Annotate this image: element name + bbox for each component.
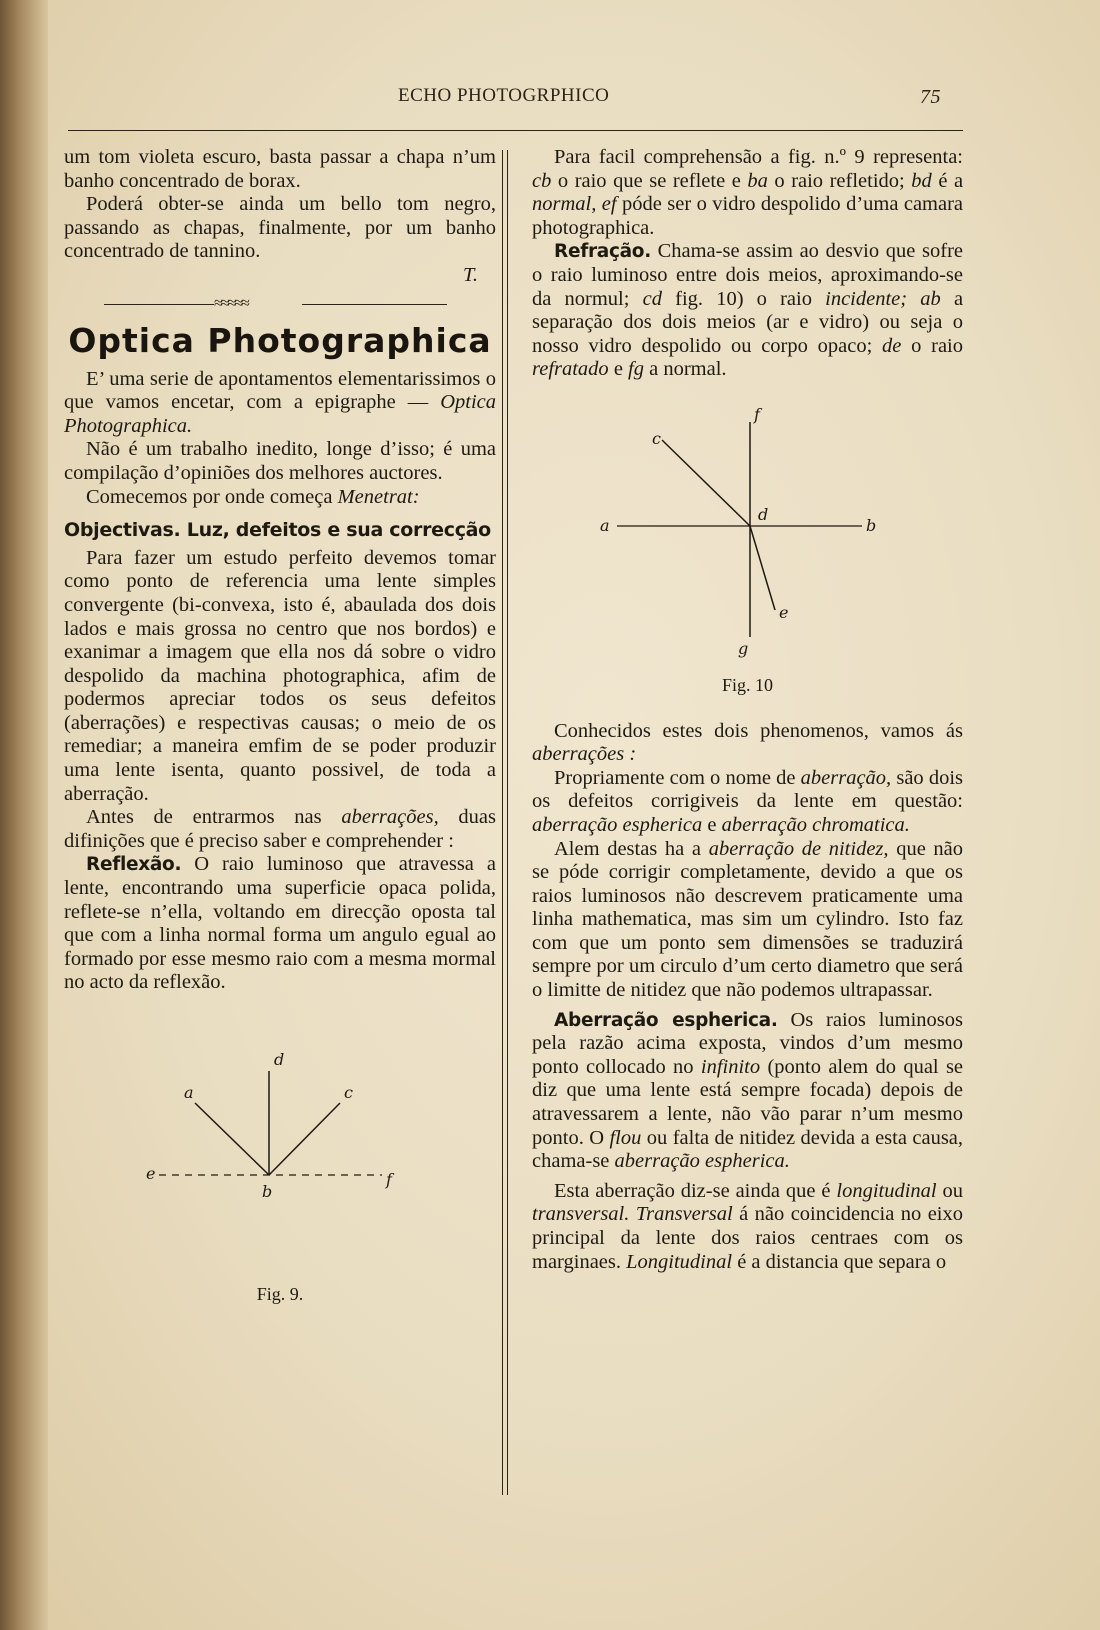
figure-9-reflection-diagram — [64, 1013, 496, 1307]
journal-title: ECHO PHOTOGRPHICO — [398, 85, 610, 106]
fig10-svg — [532, 392, 963, 682]
fig10-label-g: g — [738, 638, 749, 658]
paragraph: Conhecidos estes dois phenomenos, vamos ás aberrações : — [532, 719, 963, 766]
paragraph: Refração. Chama-se assim ao desvio que sofre o raio luminoso entre dois meios, aproximando-se da normul; cd fig. 10) o raio incidente; ab a separação dos dois meios (ar e vidro) ou seja o nosso vidro despolido ou corpo opaco; de o raio refratado e fg a normal. — [532, 240, 964, 381]
fig10-label-d: d — [758, 504, 769, 524]
paragraph: Não é um trabalho inedito, longe d’isso; é uma compilação d’opiniões dos melhores auctores. — [64, 438, 496, 484]
right-column — [532, 146, 963, 1274]
page-spine-shadow — [0, 0, 48, 1630]
paragraph: um tom violeta escuro, basta passar a chapa n’um banho concentrado de borax. — [64, 146, 496, 192]
subsection-heading: Objectivas. Luz, defeitos e sua correcção — [64, 519, 491, 542]
fig10-label-c: c — [652, 428, 661, 448]
fig9-label-b: b — [262, 1182, 273, 1201]
running-header — [70, 82, 960, 112]
figure-caption: Fig. 9. — [256, 1284, 304, 1304]
fig9-svg — [64, 1013, 496, 1213]
paragraph: Para facil comprehensão a fig. n.º 9 representa: cb o raio que se reflete e ba o raio refletido; bd é a normal, ef póde ser o vidro despolido d’uma camara photographica. — [532, 146, 964, 239]
fig9-label-f: f — [386, 1170, 392, 1189]
figure-10-refraction-diagram — [532, 392, 963, 698]
author-signature: T. — [462, 263, 478, 286]
paragraph: Aberração espherica. Os raios luminosos pela razão acima exposta, vindos d’um mesmo ponto collocado no infinito (ponto alem do qual se diz que uma lente está sempre focada) depois de atravessarem a lente, não vão parar n’um mesmo ponto. O flou ou falta de nitidez devida a esta causa, chama-se aberração espherica. — [532, 1008, 964, 1173]
paragraph: Comecemos por onde começa Menetrat: — [86, 485, 420, 508]
fig10-incident-ray — [662, 440, 750, 526]
fig9-label-e: e — [146, 1164, 156, 1183]
left-column — [64, 146, 496, 1307]
fig10-label-b: b — [866, 515, 877, 535]
paragraph: Alem destas ha a aberração de nitidez, que não se póde corrigir completamente, devido a que os raios luminosos não descrevem praticamente uma linha mathematica, mas sim um cylindro. Isto faz com que um ponto sem dimensões se traduzirá sempre por um circulo d’um certo diametro que será o limitte de nitidez que não podemos ultrapassar. — [532, 837, 964, 1002]
column-divider-right — [507, 150, 508, 1495]
paragraph: Propriamente com o nome de aberração, são dois os defeitos corrigiveis da lente em questão: aberração espherica e aberração chromatica. — [532, 766, 963, 836]
paragraph: Antes de entrarmos nas aberrações, duas difinições que é preciso saber e comprehender : — [64, 806, 496, 852]
fig9-label-d: d — [274, 1050, 285, 1069]
fig10-refracted-ray — [750, 526, 775, 610]
fig9-incident-ray — [195, 1103, 269, 1175]
header-rule — [68, 130, 963, 131]
column-divider-left — [502, 150, 503, 1495]
fig9-reflected-ray — [269, 1103, 340, 1175]
fig10-label-e: e — [779, 602, 789, 622]
paragraph: E’ uma serie de apontamentos elementarissimos o que vamos encetar, com a epigraphe — Optica Photographica. — [64, 367, 496, 437]
paragraph: Esta aberração diz-se ainda que é longitudinal ou transversal. Transversal á não coincidencia no eixo principal da lente dos raios centraes com os marginaes. Longitudinal é a distancia que separa o — [532, 1179, 964, 1273]
section-title: Optica Photographica — [68, 320, 492, 360]
fig10-label-f: f — [754, 404, 760, 424]
paragraph: Para fazer um estudo perfeito devemos tomar como ponto de referencia uma lente simples convergente (bi-convexa, isto é, abaulada dos dois lados e mais grossa no centro que nos bordos) e exanimar a imagem que ella nos dá sobre o vidro despolido da machina photographica, afim de podermos apreciar todos os seus defeitos (aberrações) e respectivas causas; o meio de os remediar; a maneira emfim de se poder produzir uma lente isenta, quanto possivel, de toda a aberração. — [64, 546, 496, 805]
fig9-label-a: a — [184, 1083, 194, 1102]
ornamental-separator: ≈≈≈≈≈ — [64, 292, 496, 318]
paragraph: Reflexão. O raio luminoso que atravessa a lente, encontrando uma superficie opaca polida, reflete-se n’ella, voltando em direcção oposta tal que com a linha normal forma um angulo egual ao formado por esse mesmo raio com a mesma mormal no acto da reflexão. — [64, 853, 496, 994]
page-number: 75 — [920, 86, 941, 108]
paragraph: Poderá obter-se ainda um bello tom negro, passando as chapas, finalmente, por um banho concentrado de tannino. — [64, 193, 496, 263]
fig9-label-c: c — [344, 1083, 353, 1102]
fig10-label-a: a — [600, 515, 610, 535]
figure-caption: Fig. 10 — [721, 674, 773, 695]
